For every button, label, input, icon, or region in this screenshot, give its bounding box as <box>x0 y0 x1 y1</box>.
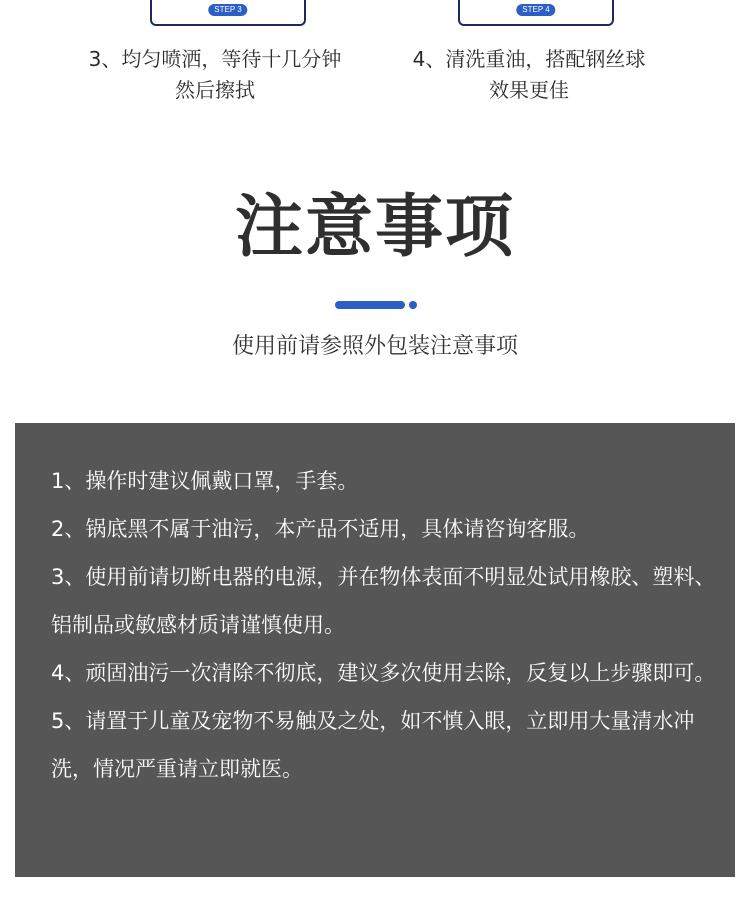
step-4-caption-line2: 效果更佳 <box>489 78 569 102</box>
step-3-caption <box>55 44 375 106</box>
step-3-caption-line2: 然后擦拭 <box>175 78 255 102</box>
notice-item-1: 1、操作时建议佩戴口罩，手套。 <box>51 469 359 493</box>
section-subtitle: 使用前请参照外包装注意事项 <box>231 334 518 359</box>
notice-panel <box>15 423 735 877</box>
step-4-card <box>458 0 614 26</box>
step-4-caption-line1: 4、清洗重油，搭配钢丝球 <box>412 47 646 71</box>
notice-item-2: 2、锅底黑不属于油污，本产品不适用，具体请咨询客服。 <box>51 517 590 541</box>
step-3-caption-line1: 3、均匀喷洒，等待十几分钟 <box>88 47 342 71</box>
step-3-badge: STEP 3 <box>208 4 247 16</box>
title-divider <box>335 301 405 309</box>
step-4-caption <box>369 44 689 106</box>
title-divider-dot <box>409 301 417 309</box>
step-4-badge: STEP 4 <box>516 4 555 16</box>
notice-item-4: 4、顽固油污一次清除不彻底，建议多次使用去除，反复以上步骤即可。 <box>51 661 716 685</box>
section-title: 注意事项 <box>234 188 515 267</box>
notice-list <box>51 457 723 793</box>
notice-item-3: 3、使用前请切断电器的电源，并在物体表面不明显处试用橡胶、塑料、铝制品或敏感材质请谨慎使用。 <box>51 565 716 637</box>
notice-item-5: 5、请置于儿童及宠物不易触及之处，如不慎入眼，立即用大量清水冲洗，情况严重请立即就医。 <box>51 709 695 781</box>
step-3-card <box>150 0 306 26</box>
